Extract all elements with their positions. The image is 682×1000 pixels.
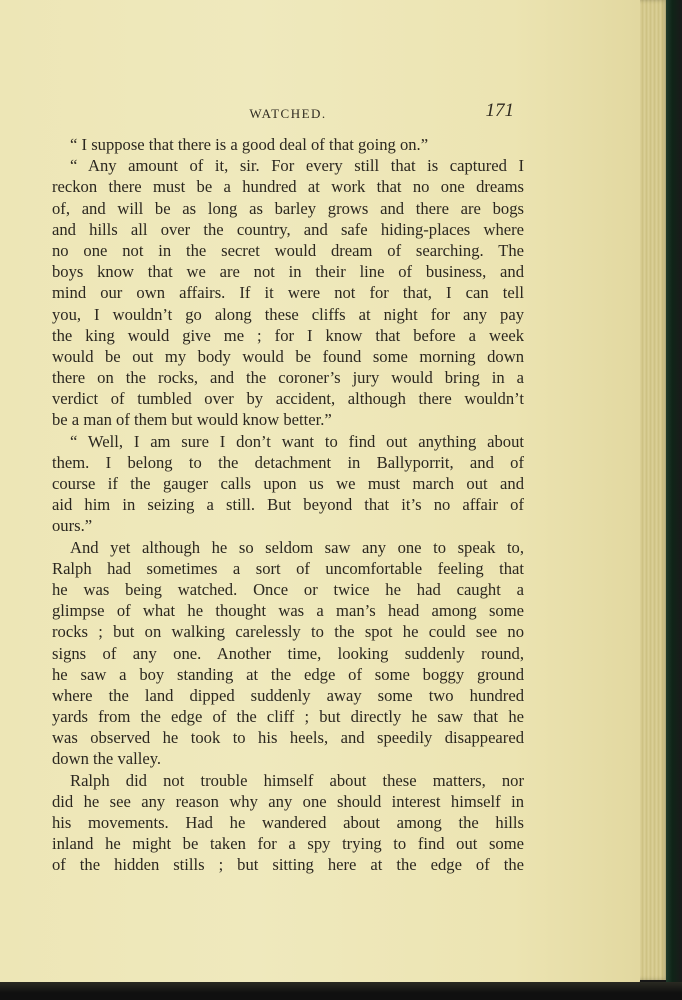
text-line: was observed he took to his heels, and speedily disappeared: [52, 728, 524, 748]
text-line: “ Well, I am sure I don’t want to find out anything about: [70, 431, 524, 451]
running-head: WATCHED.: [249, 106, 327, 121]
text-line: “ Any amount of it, sir. For every still that is captured I: [70, 156, 524, 176]
text-line: down the valley.: [52, 749, 162, 769]
text-line: you, I wouldn’t go along these cliffs at night for any pay: [52, 304, 524, 324]
bottom-shadow: [0, 982, 682, 1000]
text-line: his movements. Had he wandered about among the hills: [52, 813, 524, 832]
text-line: where the land dipped suddenly away some two hundred: [52, 685, 524, 705]
text-line: of, and will be as long as barley grows and there are bogs: [52, 198, 524, 218]
text-line: aid him in seizing a still. But beyond that it’s no affair of: [52, 495, 524, 515]
text-line: “ I suppose that there is a good deal of that going on.”: [70, 135, 429, 154]
text-line: ours.”: [52, 516, 93, 536]
text-line: yards from the edge of the cliff ; but directly he saw that he: [52, 707, 524, 727]
text-line: he saw a boy standing at the edge of some boggy ground: [52, 664, 524, 684]
text-line: he was being watched. Once or twice he had caught a: [52, 579, 524, 599]
text-line: did he see any reason why any one should interest himself in: [52, 791, 524, 811]
text-line: course if the gauger calls upon us we must march out and: [52, 474, 524, 493]
text-line: no one not in the secret would dream of searching. The: [52, 240, 524, 260]
text-line: glimpse of what he thought was a man’s head among some: [52, 601, 524, 621]
book-cover-edge: [666, 0, 682, 1000]
text-line: them. I belong to the detachment in Ballyporrit, and of: [52, 452, 524, 472]
text-line: there on the rocks, and the coroner’s jury would bring in a: [52, 368, 524, 388]
page-number: 171: [485, 100, 514, 121]
text-line: be a man of them but would know better.”: [52, 410, 332, 430]
text-line: rocks ; but on walking carelessly to the spot he could see no: [52, 622, 524, 642]
text-line: and hills all over the country, and safe hiding-places where: [52, 219, 524, 239]
text-line: inland he might be taken for a spy trying to find out some: [52, 834, 524, 854]
text-line: mind our own affairs. If it were not for that, I can tell: [52, 283, 524, 303]
text-line: Ralph had sometimes a sort of uncomfortable feeling that: [52, 558, 524, 578]
text-line: reckon there must be a hundred at work that no one dreams: [52, 177, 524, 197]
text-line: the king would give me ; for I know that before a week: [52, 325, 524, 345]
body-text: [52, 134, 524, 876]
text-line: boys know that we are not in their line of business, and: [52, 262, 524, 282]
text-line: verdict of tumbled over by accident, although there wouldn’t: [52, 389, 524, 409]
text-line: Ralph did not trouble himself about these matters, nor: [70, 770, 524, 790]
text-line: And yet although he so seldom saw any one to speak to,: [70, 537, 524, 557]
text-line: would be out my body would be found some morning down: [52, 346, 524, 366]
page-header: [52, 100, 524, 130]
text-line: signs of any one. Another time, looking suddenly round,: [52, 643, 524, 663]
text-line: of the hidden stills ; but sitting here at the edge of the: [52, 855, 524, 875]
